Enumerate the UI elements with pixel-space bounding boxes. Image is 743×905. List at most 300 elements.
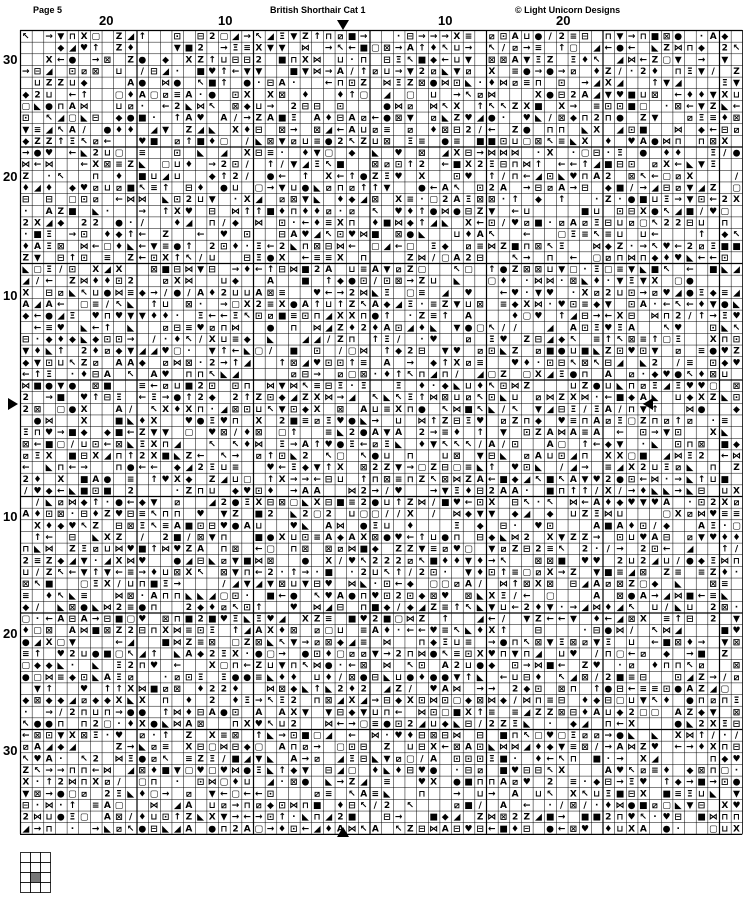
stitch-symbol: ⊟ bbox=[604, 358, 613, 369]
stitch-symbol: ⋈ bbox=[417, 707, 427, 718]
stitch-symbol: ⋈ bbox=[429, 824, 439, 835]
stitch-symbol: ↑ bbox=[91, 393, 100, 404]
stitch-symbol: X bbox=[325, 171, 333, 182]
stitch-symbol: ◢ bbox=[546, 404, 554, 415]
stitch-symbol: ◣ bbox=[103, 824, 111, 835]
stitch-symbol: → bbox=[243, 32, 251, 43]
stitch-symbol: ⋈ bbox=[172, 626, 182, 637]
stitch-symbol: ⊠ bbox=[569, 801, 578, 811]
stitch-symbol: ◢ bbox=[674, 78, 682, 89]
stitch-symbol: ⧄ bbox=[465, 335, 472, 345]
stitch-symbol: ♦ bbox=[243, 265, 252, 276]
stitch-symbol: ← bbox=[662, 544, 671, 555]
stitch-symbol: ← bbox=[651, 230, 659, 241]
stitch-symbol: Z bbox=[441, 300, 449, 310]
stitch-symbol: ≡ bbox=[429, 544, 438, 555]
stitch-symbol: ↖ bbox=[406, 369, 415, 380]
stitch-symbol: ↑ bbox=[394, 498, 403, 509]
stitch-symbol: ▼ bbox=[733, 789, 740, 800]
stitch-symbol: ◣ bbox=[68, 486, 76, 497]
stitch-symbol: ⊠ bbox=[697, 439, 706, 450]
stitch-symbol: ▢ bbox=[254, 742, 264, 753]
stitch-symbol: ⊡ bbox=[278, 801, 286, 811]
stitch-symbol: · bbox=[606, 276, 611, 287]
stitch-symbol: 2 bbox=[337, 684, 344, 695]
stitch-symbol: ⊟ bbox=[592, 148, 601, 159]
stitch-symbol: ● bbox=[243, 766, 252, 776]
stitch-symbol: X bbox=[453, 148, 461, 159]
stitch-symbol: ♦ bbox=[441, 556, 450, 567]
stitch-symbol: · bbox=[245, 591, 249, 602]
stitch-symbol: ♥ bbox=[732, 754, 741, 765]
stitch-symbol: ▢ bbox=[324, 626, 333, 637]
stitch-symbol: ■ bbox=[475, 136, 485, 147]
stitch-symbol: ⋈ bbox=[184, 276, 194, 287]
stitch-symbol: ● bbox=[534, 32, 543, 43]
stitch-symbol: ◣ bbox=[92, 533, 100, 543]
stitch-symbol: ≡ bbox=[476, 241, 484, 252]
stitch-symbol: ⧄ bbox=[290, 136, 297, 147]
stitch-symbol: ◣ bbox=[22, 265, 30, 276]
stitch-symbol: ◣ bbox=[674, 801, 682, 811]
stitch-symbol: ⧄ bbox=[698, 661, 705, 672]
stitch-symbol: · bbox=[24, 206, 28, 217]
stitch-symbol: ↖ bbox=[534, 474, 543, 485]
stitch-symbol: ● bbox=[359, 521, 368, 532]
stitch-symbol: ⧄ bbox=[465, 393, 472, 404]
stitch-symbol: ≡ bbox=[383, 404, 391, 415]
stitch-symbol: ⊔ bbox=[371, 707, 379, 718]
stitch-symbol: ⊔ bbox=[231, 183, 240, 194]
stitch-symbol: ♥ bbox=[534, 521, 543, 532]
stitch-symbol: ♦ bbox=[417, 439, 426, 450]
stitch-symbol: → bbox=[278, 731, 286, 742]
stitch-symbol: ● bbox=[627, 591, 636, 602]
stitch-symbol: ● bbox=[173, 241, 182, 252]
stitch-symbol: ⊓ bbox=[476, 777, 484, 788]
stitch-symbol: ⊠ bbox=[499, 812, 508, 823]
stitch-symbol: ◣ bbox=[500, 533, 507, 543]
stitch-symbol: ◢ bbox=[360, 696, 368, 707]
stitch-symbol: · bbox=[292, 812, 296, 823]
stitch-symbol: ⊔ bbox=[45, 812, 53, 823]
stitch-symbol: / bbox=[548, 32, 552, 43]
stitch-symbol: ● bbox=[91, 649, 100, 660]
stitch-symbol: ◆ bbox=[371, 544, 379, 555]
stitch-symbol: ⧄ bbox=[162, 323, 169, 334]
stitch-symbol: Z bbox=[185, 125, 193, 136]
stitch-symbol: ■ bbox=[417, 55, 427, 66]
stitch-symbol: ◢ bbox=[418, 602, 426, 613]
stitch-symbol: ⊡ bbox=[464, 649, 473, 660]
stitch-symbol: ≡ bbox=[138, 381, 147, 392]
stitch-symbol: ♦ bbox=[417, 381, 426, 392]
stitch-symbol: ♥ bbox=[371, 591, 380, 602]
stitch-symbol: ⊡ bbox=[639, 428, 648, 439]
stitch-symbol: Z bbox=[360, 136, 367, 147]
stitch-symbol: X bbox=[558, 766, 566, 776]
stitch-symbol: ● bbox=[546, 67, 555, 77]
stitch-symbol: 2 bbox=[232, 393, 239, 404]
stitch-symbol: ♥ bbox=[138, 556, 147, 567]
stitch-symbol: ◢ bbox=[360, 777, 368, 788]
stitch-symbol: Z bbox=[302, 393, 309, 404]
stitch-symbol: ◢ bbox=[255, 195, 263, 206]
stitch-symbol: ⊠ bbox=[208, 637, 216, 648]
stitch-symbol: ⊓ bbox=[628, 404, 636, 415]
stitch-symbol: ↑ bbox=[68, 253, 77, 264]
stitch-symbol: Ξ bbox=[605, 637, 612, 648]
stitch-symbol: ⊡ bbox=[476, 742, 484, 753]
stitch-symbol: ● bbox=[336, 439, 345, 450]
stitch-symbol: ▼ bbox=[162, 125, 170, 136]
stitch-symbol: ◣ bbox=[721, 102, 729, 112]
stitch-symbol: ◣ bbox=[558, 171, 566, 182]
stitch-symbol: ↑ bbox=[33, 369, 42, 380]
stitch-symbol: ⊡ bbox=[511, 439, 519, 450]
stitch-symbol: ◆ bbox=[674, 777, 682, 788]
stitch-symbol: ▢ bbox=[254, 346, 264, 357]
stitch-symbol: ⊟ bbox=[150, 824, 158, 835]
stitch-symbol: X bbox=[395, 195, 403, 206]
stitch-symbol: ⋈ bbox=[429, 102, 439, 112]
stitch-symbol: → bbox=[604, 731, 613, 742]
stitch-symbol: ⊔ bbox=[103, 544, 111, 555]
stitch-symbol: Z bbox=[535, 428, 542, 439]
stitch-symbol: ⊠ bbox=[313, 241, 321, 252]
stitch-symbol: ⊠ bbox=[115, 439, 123, 450]
stitch-symbol: · bbox=[35, 801, 40, 811]
stitch-symbol: ▢ bbox=[312, 509, 322, 520]
stitch-symbol: ⊟ bbox=[627, 206, 636, 217]
stitch-symbol: ◆ bbox=[162, 55, 170, 66]
stitch-symbol: ■ bbox=[79, 486, 89, 497]
stitch-symbol: ◣ bbox=[208, 125, 216, 136]
stitch-symbol: Ξ bbox=[593, 509, 600, 520]
stitch-symbol: Ξ bbox=[372, 521, 379, 532]
stitch-symbol: ▢ bbox=[347, 766, 357, 776]
stitch-symbol: ⧄ bbox=[605, 416, 612, 427]
stitch-symbol: ← bbox=[301, 218, 310, 229]
stitch-symbol: ◣ bbox=[418, 230, 426, 241]
stitch-symbol: ⧄ bbox=[162, 358, 169, 369]
stitch-symbol: ◣ bbox=[651, 486, 659, 497]
stitch-symbol: ↖ bbox=[464, 602, 473, 613]
stitch-symbol: ↑ bbox=[290, 428, 298, 439]
stitch-symbol: ↑ bbox=[243, 393, 251, 404]
stitch-symbol: Z bbox=[511, 265, 519, 276]
stitch-symbol: Α bbox=[651, 533, 659, 543]
stitch-symbol: ♦ bbox=[685, 90, 694, 101]
stitch-symbol: ◆ bbox=[406, 579, 414, 590]
stitch-symbol: ◆ bbox=[604, 183, 612, 194]
stitch-symbol: X bbox=[278, 300, 286, 310]
stitch-symbol: ← bbox=[115, 637, 123, 648]
stitch-symbol: ♥ bbox=[627, 498, 636, 509]
stitch-symbol: Ξ bbox=[558, 637, 565, 648]
stitch-symbol: ♦ bbox=[103, 230, 112, 241]
stitch-symbol: / bbox=[129, 812, 133, 823]
stitch-symbol: ⧄ bbox=[92, 195, 99, 206]
stitch-symbol: ● bbox=[639, 148, 648, 159]
stitch-symbol: ▼ bbox=[68, 637, 76, 648]
stitch-symbol: ▼ bbox=[232, 568, 239, 578]
stitch-symbol: 2 bbox=[92, 719, 99, 730]
stitch-symbol: ◆ bbox=[45, 486, 53, 497]
stitch-symbol: ⊟ bbox=[569, 579, 578, 590]
stitch-symbol: X bbox=[628, 463, 636, 474]
stitch-symbol: Z bbox=[407, 78, 414, 89]
stitch-symbol: / bbox=[140, 67, 144, 77]
stitch-symbol: ◆ bbox=[290, 684, 298, 695]
stitch-symbol: ■ bbox=[685, 591, 695, 602]
stitch-symbol: ⊓ bbox=[418, 789, 426, 800]
stitch-symbol: ⋈ bbox=[510, 533, 520, 543]
stitch-symbol: ← bbox=[68, 148, 77, 159]
stitch-symbol: ⊠ bbox=[150, 265, 158, 276]
stitch-symbol: ↑ bbox=[476, 428, 484, 439]
stitch-symbol: ◣ bbox=[301, 684, 309, 695]
stitch-symbol: Α bbox=[441, 661, 449, 672]
stitch-symbol: Ξ bbox=[710, 556, 717, 567]
stitch-symbol: ← bbox=[278, 171, 286, 182]
stitch-symbol: ♦ bbox=[103, 276, 112, 287]
stitch-symbol: ⋈ bbox=[673, 125, 683, 136]
stitch-symbol: ▼ bbox=[488, 602, 496, 613]
stitch-symbol: ⧄ bbox=[628, 369, 635, 380]
stitch-symbol: ⊔ bbox=[639, 90, 647, 101]
stitch-symbol: ⊠ bbox=[674, 637, 682, 648]
stitch-symbol: ⧄ bbox=[151, 742, 157, 753]
stitch-symbol: ⊠ bbox=[371, 160, 380, 171]
stitch-symbol: ♥ bbox=[650, 742, 659, 753]
stitch-symbol: · bbox=[292, 78, 296, 89]
stitch-symbol: Z bbox=[313, 614, 321, 625]
stitch-symbol: ← bbox=[709, 125, 717, 136]
stitch-symbol: 2 bbox=[710, 614, 717, 625]
stitch-symbol: ♥ bbox=[592, 661, 601, 672]
stitch-symbol: X bbox=[243, 300, 251, 310]
stitch-symbol: ◢ bbox=[430, 369, 438, 380]
stitch-symbol: ♦ bbox=[138, 789, 147, 800]
stitch-symbol: ⋈ bbox=[289, 381, 299, 392]
stitch-symbol: ♦ bbox=[184, 696, 193, 707]
stitch-symbol: Ξ bbox=[116, 672, 122, 683]
stitch-symbol: → bbox=[523, 661, 531, 672]
stitch-symbol: X bbox=[301, 55, 309, 66]
stitch-symbol: ↑ bbox=[150, 649, 158, 660]
stitch-symbol: ⊡ bbox=[278, 451, 286, 462]
stitch-symbol: ♦ bbox=[639, 486, 648, 497]
stitch-symbol: ↑ bbox=[33, 533, 42, 543]
stitch-symbol: → bbox=[406, 358, 415, 369]
stitch-symbol: ◢ bbox=[208, 498, 216, 509]
stitch-symbol: ◣ bbox=[628, 731, 636, 742]
stitch-symbol: ◆ bbox=[698, 556, 705, 567]
stitch-symbol: ⋈ bbox=[417, 498, 427, 509]
stitch-symbol: ♦ bbox=[243, 125, 252, 136]
stitch-symbol: ⊡ bbox=[394, 719, 403, 730]
stitch-symbol: ⊡ bbox=[45, 731, 53, 742]
stitch-symbol: ◢ bbox=[313, 230, 321, 241]
stitch-symbol: ▢ bbox=[33, 265, 42, 276]
stitch-symbol: ⊟ bbox=[418, 824, 426, 835]
stitch-symbol: ◢ bbox=[418, 719, 426, 730]
stitch-symbol: Α bbox=[278, 742, 286, 753]
stitch-symbol: ⋈ bbox=[673, 43, 683, 54]
stitch-symbol: ◆ bbox=[243, 335, 251, 345]
stitch-symbol: ▼ bbox=[721, 637, 729, 648]
stitch-symbol: ● bbox=[33, 148, 42, 159]
stitch-symbol: / bbox=[245, 160, 249, 171]
stitch-symbol: ◣ bbox=[220, 369, 228, 380]
stitch-symbol: ← bbox=[301, 253, 310, 264]
stitch-symbol: ◢ bbox=[127, 32, 135, 43]
stitch-symbol: ● bbox=[569, 369, 578, 380]
stitch-symbol: ← bbox=[324, 78, 333, 89]
stitch-symbol: ← bbox=[557, 824, 566, 835]
stitch-symbol: ● bbox=[476, 661, 485, 672]
stitch-symbol: ♥ bbox=[557, 300, 566, 310]
stitch-symbol: ♦ bbox=[184, 707, 193, 718]
stitch-symbol: Α bbox=[593, 171, 601, 182]
stitch-symbol: ↑ bbox=[231, 358, 240, 369]
stitch-symbol: Ξ bbox=[652, 381, 658, 392]
stitch-symbol: ◢ bbox=[197, 125, 205, 136]
stitch-symbol: ■ bbox=[545, 661, 555, 672]
stitch-symbol: ◆ bbox=[733, 404, 740, 415]
stitch-symbol: ⊠ bbox=[91, 67, 100, 77]
stitch-symbol: ↖ bbox=[161, 754, 170, 765]
stitch-symbol: Z bbox=[185, 812, 193, 823]
stitch-symbol: ≡ bbox=[290, 311, 298, 322]
stitch-symbol: ● bbox=[173, 288, 182, 299]
stitch-symbol: · bbox=[93, 556, 98, 567]
stitch-symbol: ■ bbox=[487, 136, 497, 147]
stitch-symbol: Α bbox=[325, 521, 333, 532]
stitch-symbol: ⊔ bbox=[255, 102, 263, 112]
stitch-symbol: ⊔ bbox=[162, 300, 170, 310]
stitch-symbol: ⊡ bbox=[418, 661, 426, 672]
stitch-symbol: Α bbox=[593, 498, 601, 509]
stitch-symbol: ⊠ bbox=[674, 102, 682, 112]
stitch-symbol: X bbox=[721, 801, 729, 811]
stitch-symbol: ⊓ bbox=[208, 218, 216, 229]
stitch-symbol: 2 bbox=[232, 824, 239, 835]
stitch-symbol: X bbox=[628, 824, 636, 835]
stitch-symbol: ♦ bbox=[114, 241, 124, 252]
stitch-symbol: ⧄ bbox=[558, 218, 565, 229]
stitch-symbol: ↑ bbox=[674, 416, 682, 427]
stitch-symbol: Α bbox=[313, 486, 321, 497]
stitch-symbol: ⋈ bbox=[172, 707, 182, 718]
stitch-symbol: ← bbox=[243, 789, 251, 800]
stitch-symbol: → bbox=[476, 148, 484, 159]
stitch-symbol: ♦ bbox=[499, 276, 508, 287]
stitch-symbol: ⊓ bbox=[68, 766, 76, 776]
stitch-symbol: ↑ bbox=[418, 206, 426, 217]
stitch-symbol: ↖ bbox=[196, 568, 205, 578]
stitch-symbol: ⊓ bbox=[197, 404, 205, 415]
stitch-symbol: ⊔ bbox=[523, 206, 531, 217]
stitch-symbol: ⊠ bbox=[324, 544, 333, 555]
stitch-symbol: ♥ bbox=[313, 358, 322, 369]
stitch-symbol: / bbox=[676, 556, 680, 567]
stitch-symbol: ◣ bbox=[185, 102, 193, 112]
stitch-symbol: ⋈ bbox=[522, 160, 532, 171]
stitch-symbol: Z bbox=[558, 393, 565, 404]
stitch-symbol: ♥ bbox=[68, 521, 77, 532]
stitch-symbol: ⋈ bbox=[184, 265, 194, 276]
stitch-symbol: 2 bbox=[220, 160, 228, 171]
stitch-symbol: 2 bbox=[663, 218, 670, 229]
stitch-symbol: ⊟ bbox=[336, 113, 345, 124]
stitch-symbol: ◆ bbox=[616, 498, 624, 509]
stitch-symbol: Z bbox=[348, 300, 356, 310]
stitch-symbol: ⧄ bbox=[267, 311, 274, 322]
stitch-symbol: Ξ bbox=[617, 416, 623, 427]
stitch-symbol: Z bbox=[500, 369, 507, 380]
stitch-symbol: ⊔ bbox=[616, 509, 624, 520]
stitch-symbol: 2 bbox=[442, 195, 449, 206]
stitch-symbol: Ξ bbox=[628, 777, 635, 788]
stitch-symbol: ◣ bbox=[208, 556, 216, 567]
stitch-symbol: ⊠ bbox=[173, 684, 182, 695]
stitch-symbol: ↖ bbox=[208, 439, 216, 450]
stitch-symbol: ● bbox=[429, 649, 438, 660]
stitch-symbol: X bbox=[127, 684, 135, 695]
stitch-symbol: ▼ bbox=[453, 323, 461, 334]
stitch-symbol: ⊡ bbox=[639, 346, 648, 357]
stitch-symbol: X bbox=[523, 102, 531, 112]
stitch-symbol: ♦ bbox=[476, 381, 485, 392]
stitch-symbol: / bbox=[501, 439, 506, 450]
stitch-symbol: → bbox=[406, 463, 415, 474]
stitch-symbol: → bbox=[441, 32, 449, 43]
stitch-symbol: ⊠ bbox=[627, 171, 636, 182]
stitch-symbol: Z bbox=[721, 649, 729, 660]
stitch-symbol: ◆ bbox=[34, 661, 41, 672]
stitch-symbol: ● bbox=[219, 183, 228, 194]
stitch-symbol: ⊡ bbox=[231, 381, 240, 392]
stitch-symbol: Z bbox=[255, 661, 263, 672]
stitch-symbol: ⊓ bbox=[173, 591, 181, 602]
stitch-symbol: Ξ bbox=[593, 404, 600, 415]
stitch-symbol: 2 bbox=[209, 358, 216, 369]
stitch-symbol: ♥ bbox=[417, 766, 426, 776]
stitch-symbol: ⊡ bbox=[173, 195, 182, 206]
stitch-symbol: ◣ bbox=[92, 672, 100, 683]
stitch-symbol: ⋈ bbox=[114, 544, 124, 555]
stitch-symbol: ⋈ bbox=[312, 323, 322, 334]
stitch-symbol: ▼ bbox=[430, 439, 438, 450]
stitch-symbol: ⊔ bbox=[569, 381, 577, 392]
stitch-symbol: / bbox=[373, 801, 377, 811]
stitch-symbol: ⊡ bbox=[476, 754, 484, 765]
stitch-symbol: ▼ bbox=[488, 206, 496, 217]
stitch-symbol: Z bbox=[115, 533, 123, 543]
stitch-symbol: Ξ bbox=[570, 731, 577, 742]
stitch-symbol: ♥ bbox=[359, 614, 368, 625]
stitch-symbol: · bbox=[455, 766, 459, 776]
stitch-symbol: ♦ bbox=[417, 672, 426, 683]
stitch-symbol: → bbox=[313, 742, 321, 753]
stitch-symbol: ◆ bbox=[348, 148, 356, 159]
stitch-symbol: · bbox=[24, 707, 28, 718]
stitch-symbol: ≡ bbox=[115, 160, 123, 171]
stitch-symbol: ♥ bbox=[313, 288, 322, 299]
stitch-symbol: ◣ bbox=[92, 206, 100, 217]
